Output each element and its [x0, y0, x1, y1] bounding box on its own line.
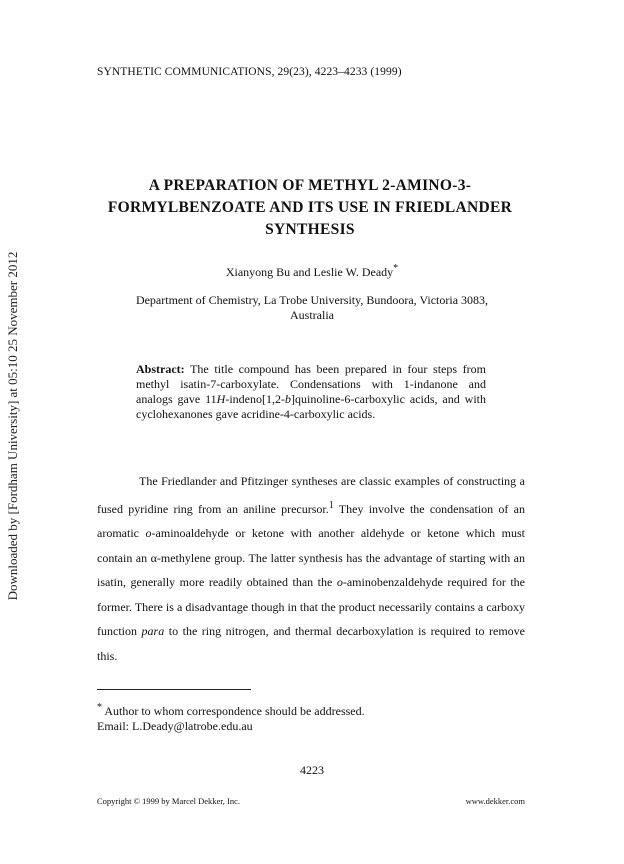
affiliation-line-2: Australia: [290, 308, 334, 322]
title-line-2: FORMYLBENZOATE AND ITS USE IN FRIEDLANDER: [107, 199, 513, 216]
footnote-divider: [97, 689, 251, 690]
author-line: [0, 263, 624, 280]
article-title: [60, 175, 560, 241]
journal-reference: SYNTHETIC COMMUNICATIONS, 29(23), 4223–4233 (1999): [97, 66, 402, 78]
reference-1: 1: [328, 499, 334, 511]
publisher-website: www.dekker.com: [465, 796, 525, 806]
title-line-1: A PREPARATION OF METHYL 2-AMINO-3-: [148, 177, 472, 194]
abstract-italic-h: H: [216, 392, 226, 406]
body-italic-o-2: o: [336, 575, 343, 589]
affiliation-line-1: Department of Chemistry, La Trobe University, Bundoora, Victoria 3083,: [135, 293, 489, 307]
abstract-text-2: -indeno[1,2-: [225, 392, 285, 406]
title-line-3: SYNTHESIS: [265, 221, 355, 238]
page-number: 4223: [300, 763, 324, 777]
body-italic-o-1: o: [145, 526, 152, 540]
body-text-5: to the ring nitrogen, and thermal decarboxylation is required to remove this.: [97, 624, 525, 663]
abstract-text-3: ]quinoline-6-carboxylic acids, and with cyclohexanones gave acridine-4-carboxylic acids.: [136, 392, 486, 421]
body-text-2: They involve the condensation of an aromatic: [97, 501, 525, 540]
copyright-notice: Copyright © 1999 by Marcel Dekker, Inc.: [97, 796, 241, 806]
footnote-email: Email: L.Deady@latrobe.edu.au: [97, 719, 253, 733]
body-italic-para: para: [141, 624, 165, 638]
body-text-1: The Friedlander and Pfitzinger syntheses are classic examples of constructing a fused pyridine ring from an aniline precursor.: [97, 474, 525, 516]
authors: Xianyong Bu and Leslie W. Deady: [225, 265, 394, 279]
body-paragraph: [97, 469, 525, 668]
body-text-4: -aminobenzaldehyde required for the former. There is a disadvantage though in that the product necessarily contains a carboxy function: [97, 575, 525, 638]
author-mark: *: [393, 263, 399, 274]
abstract-text-1: The title compound has been prepared in four steps from methyl isatin-7-carboxylate. Condensations with 1-indanone and analogs gave 11: [136, 362, 486, 406]
abstract-italic-b: b: [285, 392, 291, 406]
affiliation: [112, 293, 512, 323]
footnote-line: [97, 700, 365, 719]
footnote-text: Author to whom correspondence should be addressed.: [104, 704, 365, 718]
abstract-label: Abstract:: [136, 362, 185, 376]
footnote: [97, 700, 365, 734]
abstract: [136, 362, 486, 422]
body-text: [97, 469, 525, 668]
download-notice: [4, 226, 22, 626]
body-text-3: -aminoaldehyde or ketone with another aldehyde or ketone which must contain an α-methylene group. The latter synthesis has the advantage of starting with an isatin, generally more readily obtained than the: [97, 526, 525, 589]
download-notice-text: Downloaded by [Fordham University] at 05:10 25 November 2012: [5, 251, 20, 601]
footnote-star: *: [97, 702, 102, 713]
